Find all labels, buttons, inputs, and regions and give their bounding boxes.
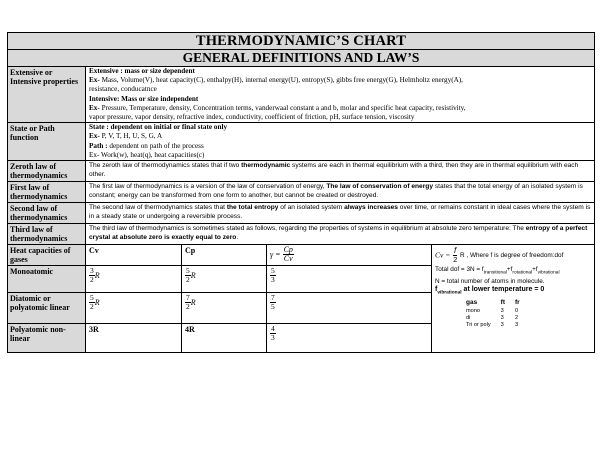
label-polyatomic: Polyatomic non-linear: [8, 324, 86, 352]
row-first-law: [8, 182, 594, 203]
frac-den: 3: [271, 333, 275, 343]
cv-polyatomic: 3R: [86, 324, 182, 352]
r-symbol: R: [190, 271, 196, 281]
heat-row-diatomic: [8, 293, 432, 324]
label-state-path: State or Path function: [8, 123, 86, 160]
zeroth-text-2: systems are each in thermal equilibrium with a third, then they are in thermal equilibrium with each other.: [89, 162, 579, 179]
ex-prefix: Ex-: [89, 103, 100, 112]
dof-table: [461, 299, 525, 329]
cv-diatomic: [86, 293, 182, 323]
gamma-lhs: γ =: [270, 250, 281, 260]
frac-num: 7: [186, 293, 190, 303]
frac-den: 2: [90, 275, 94, 285]
path-heading: [89, 142, 591, 151]
page-title: THERMODYNAMIC’S CHART: [8, 33, 594, 50]
cv-formula: [435, 247, 591, 264]
third-text-2: .: [236, 234, 239, 242]
gamma-den: Cv: [283, 254, 293, 264]
label-first-law: First law of thermodynamics: [8, 182, 86, 202]
dof-gas: Tri or poly: [466, 322, 491, 329]
frac-num: f: [454, 246, 457, 256]
second-text-2: of an isolated system: [278, 204, 345, 212]
r-symbol: R: [94, 298, 100, 308]
frac-num: 4: [271, 324, 275, 334]
gamma-fraction: [283, 246, 294, 263]
first-text-1: The first law of thermodynamics is a version of the law of conservation of energy,: [89, 183, 327, 191]
gamma-diatomic: [267, 293, 432, 323]
cp-polyatomic: 4R: [182, 324, 267, 352]
frac-den: 3: [271, 275, 275, 285]
degrees-of-freedom-panel: [432, 245, 594, 352]
heat-header-row: [8, 245, 432, 266]
dof-table-header: [461, 299, 525, 307]
ex-prefix: Ex-: [89, 132, 100, 141]
frac-den: 2: [453, 255, 458, 265]
second-text-1: The second law of thermodynamics states that: [89, 204, 227, 212]
gamma-num: Cp: [283, 245, 293, 255]
total-dof: Total dof = $3N = f_{transitional}+f_{rotational}+f_{vibrational}$: [435, 266, 560, 276]
dof-line: Total dof = 3N = f: [435, 266, 484, 274]
r-symbol: R: [190, 298, 196, 308]
frac-num: 5: [186, 266, 190, 276]
frac-den: 5: [271, 302, 275, 312]
vib-prefix: f: [435, 285, 438, 293]
header-cp: Cp: [182, 245, 267, 265]
zeroth-text-1: The zeroth law of thermodynamics states that if two: [89, 162, 242, 170]
extensive-examples-text: Mass, Volume(V), heat capacity(C), enthalpy(H), internal energy(U), entropy(S), gibbs free energy(G), Helmholtz energy(A),: [99, 76, 463, 85]
first-text-2: states that the total energy of an isolated system is constant; energy can be transformed from one form to another, but cannot be created or destroyed.: [89, 183, 583, 200]
table-row: [461, 322, 525, 329]
page-subtitle: GENERAL DEFINITIONS AND LAW’S: [8, 50, 594, 67]
gamma-polyatomic: [267, 324, 432, 352]
frac-den: 2: [90, 302, 94, 312]
dof-ft: 3: [500, 314, 504, 321]
table-row: [461, 308, 525, 315]
cv-formula-lhs: Cv =: [435, 250, 451, 260]
heat-row-polyatomic: [8, 324, 432, 352]
header-cv: Cv: [86, 245, 182, 265]
extensive-heading: Extensive : mass or size dependent: [89, 67, 195, 75]
state-heading: State : dependent on initial or final state only: [89, 123, 228, 132]
header-gamma: [267, 245, 432, 265]
content-second-law: [86, 203, 594, 223]
content-extensive-intensive: [86, 67, 594, 122]
first-bold-1: The law of conservation of energy: [326, 183, 433, 191]
label-diatomic: Diatomic or polyatomic linear: [8, 293, 86, 323]
content-third-law: [86, 224, 594, 244]
extensive-examples: [89, 76, 591, 85]
n-definition: N = total number of atoms in molecule.: [435, 277, 545, 285]
vib-sub: vibrational: [437, 290, 462, 296]
content-first-law: [86, 182, 594, 202]
second-bold-2: always increases: [344, 204, 398, 212]
gamma-fraction: [270, 294, 276, 311]
row-zeroth-law: [8, 161, 594, 182]
row-extensive-intensive: [8, 67, 594, 123]
path-examples: Ex- Work(w), heat(q), heat capacities(c): [89, 150, 205, 159]
dof-th-ft: ft: [500, 299, 506, 307]
state-examples-text: P, V, T, H, U, S, G, A: [99, 132, 163, 141]
dof-ft: 3: [500, 322, 504, 329]
label-heat-capacities: Heat capacities of gases: [8, 245, 86, 265]
frac-num: 5: [90, 293, 94, 303]
dof-th-gas: gas: [466, 299, 478, 307]
dof-th-fr: fr: [515, 299, 520, 307]
row-second-law: [8, 203, 594, 224]
table-row: [461, 315, 525, 322]
intensive-heading: Intensive: Mass or size independent: [89, 94, 199, 103]
intensive-examples: [89, 104, 591, 113]
label-second-law: Second law of thermodynamics: [8, 203, 86, 223]
second-bold-1: the total entropy: [226, 204, 279, 212]
dof-gas: mono: [466, 307, 480, 314]
dof-fr: 3: [515, 322, 519, 329]
third-text-1: The third law of thermodynamics is sometimes stated as follows, regarding the properties of systems in equilibrium at absolute zero temperature: The: [89, 225, 526, 233]
vibrational-note: [435, 286, 591, 298]
heat-row-monoatomic: [8, 266, 432, 293]
label-monoatomic: Monoatomic: [8, 266, 86, 292]
frac-num: 5: [271, 266, 275, 276]
dof-sub-transitional: transitional: [483, 270, 507, 276]
dof-fr: 2: [515, 314, 519, 321]
dof-sub-rotational: rotational: [512, 270, 533, 276]
cv-monoatomic: [86, 266, 182, 292]
thermodynamics-chart: [7, 32, 595, 353]
label-zeroth-law: Zeroth law of thermodynamics: [8, 161, 86, 181]
content-zeroth-law: [86, 161, 594, 181]
gamma-fraction: [270, 325, 276, 342]
path-prefix: Path :: [89, 141, 108, 150]
row-state-path: [8, 123, 594, 161]
dof-sub-vibrational: vibrational: [537, 270, 560, 276]
gamma-monoatomic: [267, 266, 432, 292]
heat-capacity-table: [8, 245, 432, 352]
intensive-examples-text: Pressure, Temperature, density, Concentration terms, vanderwaal constant a and b, molar and specific heat capacity, resistivity,: [99, 103, 466, 112]
cp-monoatomic: [182, 266, 267, 292]
dof-gas: di: [466, 314, 471, 321]
frac-num: 3: [90, 266, 94, 276]
content-state-path: [86, 123, 594, 160]
frac-num: 7: [271, 293, 275, 303]
dof-ft: 3: [500, 307, 504, 314]
row-heat-capacities: [8, 245, 594, 352]
row-third-law: [8, 224, 594, 245]
third-bold-1: entropy of a perfect crystal at absolute zero is exactly equal to zero: [89, 225, 588, 242]
intensive-examples-cont: vapor pressure, vapor density, refractive index, conductivity, coefficient of friction, pH, surface tension, viscosity: [89, 113, 415, 122]
label-third-law: Third law of thermodynamics: [8, 224, 86, 244]
extensive-examples-cont: resistance, conducatnce: [89, 85, 157, 94]
cp-diatomic: [182, 293, 267, 323]
label-extensive-intensive: Extensive or Intensive properties: [8, 67, 86, 122]
path-heading-text: dependent on path of the process: [107, 141, 204, 150]
f-over-2: [452, 247, 458, 264]
state-examples: [89, 132, 591, 141]
zeroth-bold-1: thermodynamic: [241, 162, 291, 170]
frac-den: 2: [186, 275, 190, 285]
ex-prefix: Ex-: [89, 76, 100, 85]
gamma-fraction: [270, 267, 276, 284]
r-symbol: R: [94, 271, 100, 281]
second-text-3: over time, or remains constant in ideal cases where the system is in a steady state or undergoing a reversible process.: [89, 204, 591, 221]
vib-text: at lower temperature = 0: [461, 285, 545, 293]
cv-formula-tail: R , Where f is degree of freedom:dof: [460, 252, 564, 260]
dof-fr: 0: [515, 307, 519, 314]
frac-den: 2: [186, 302, 190, 312]
